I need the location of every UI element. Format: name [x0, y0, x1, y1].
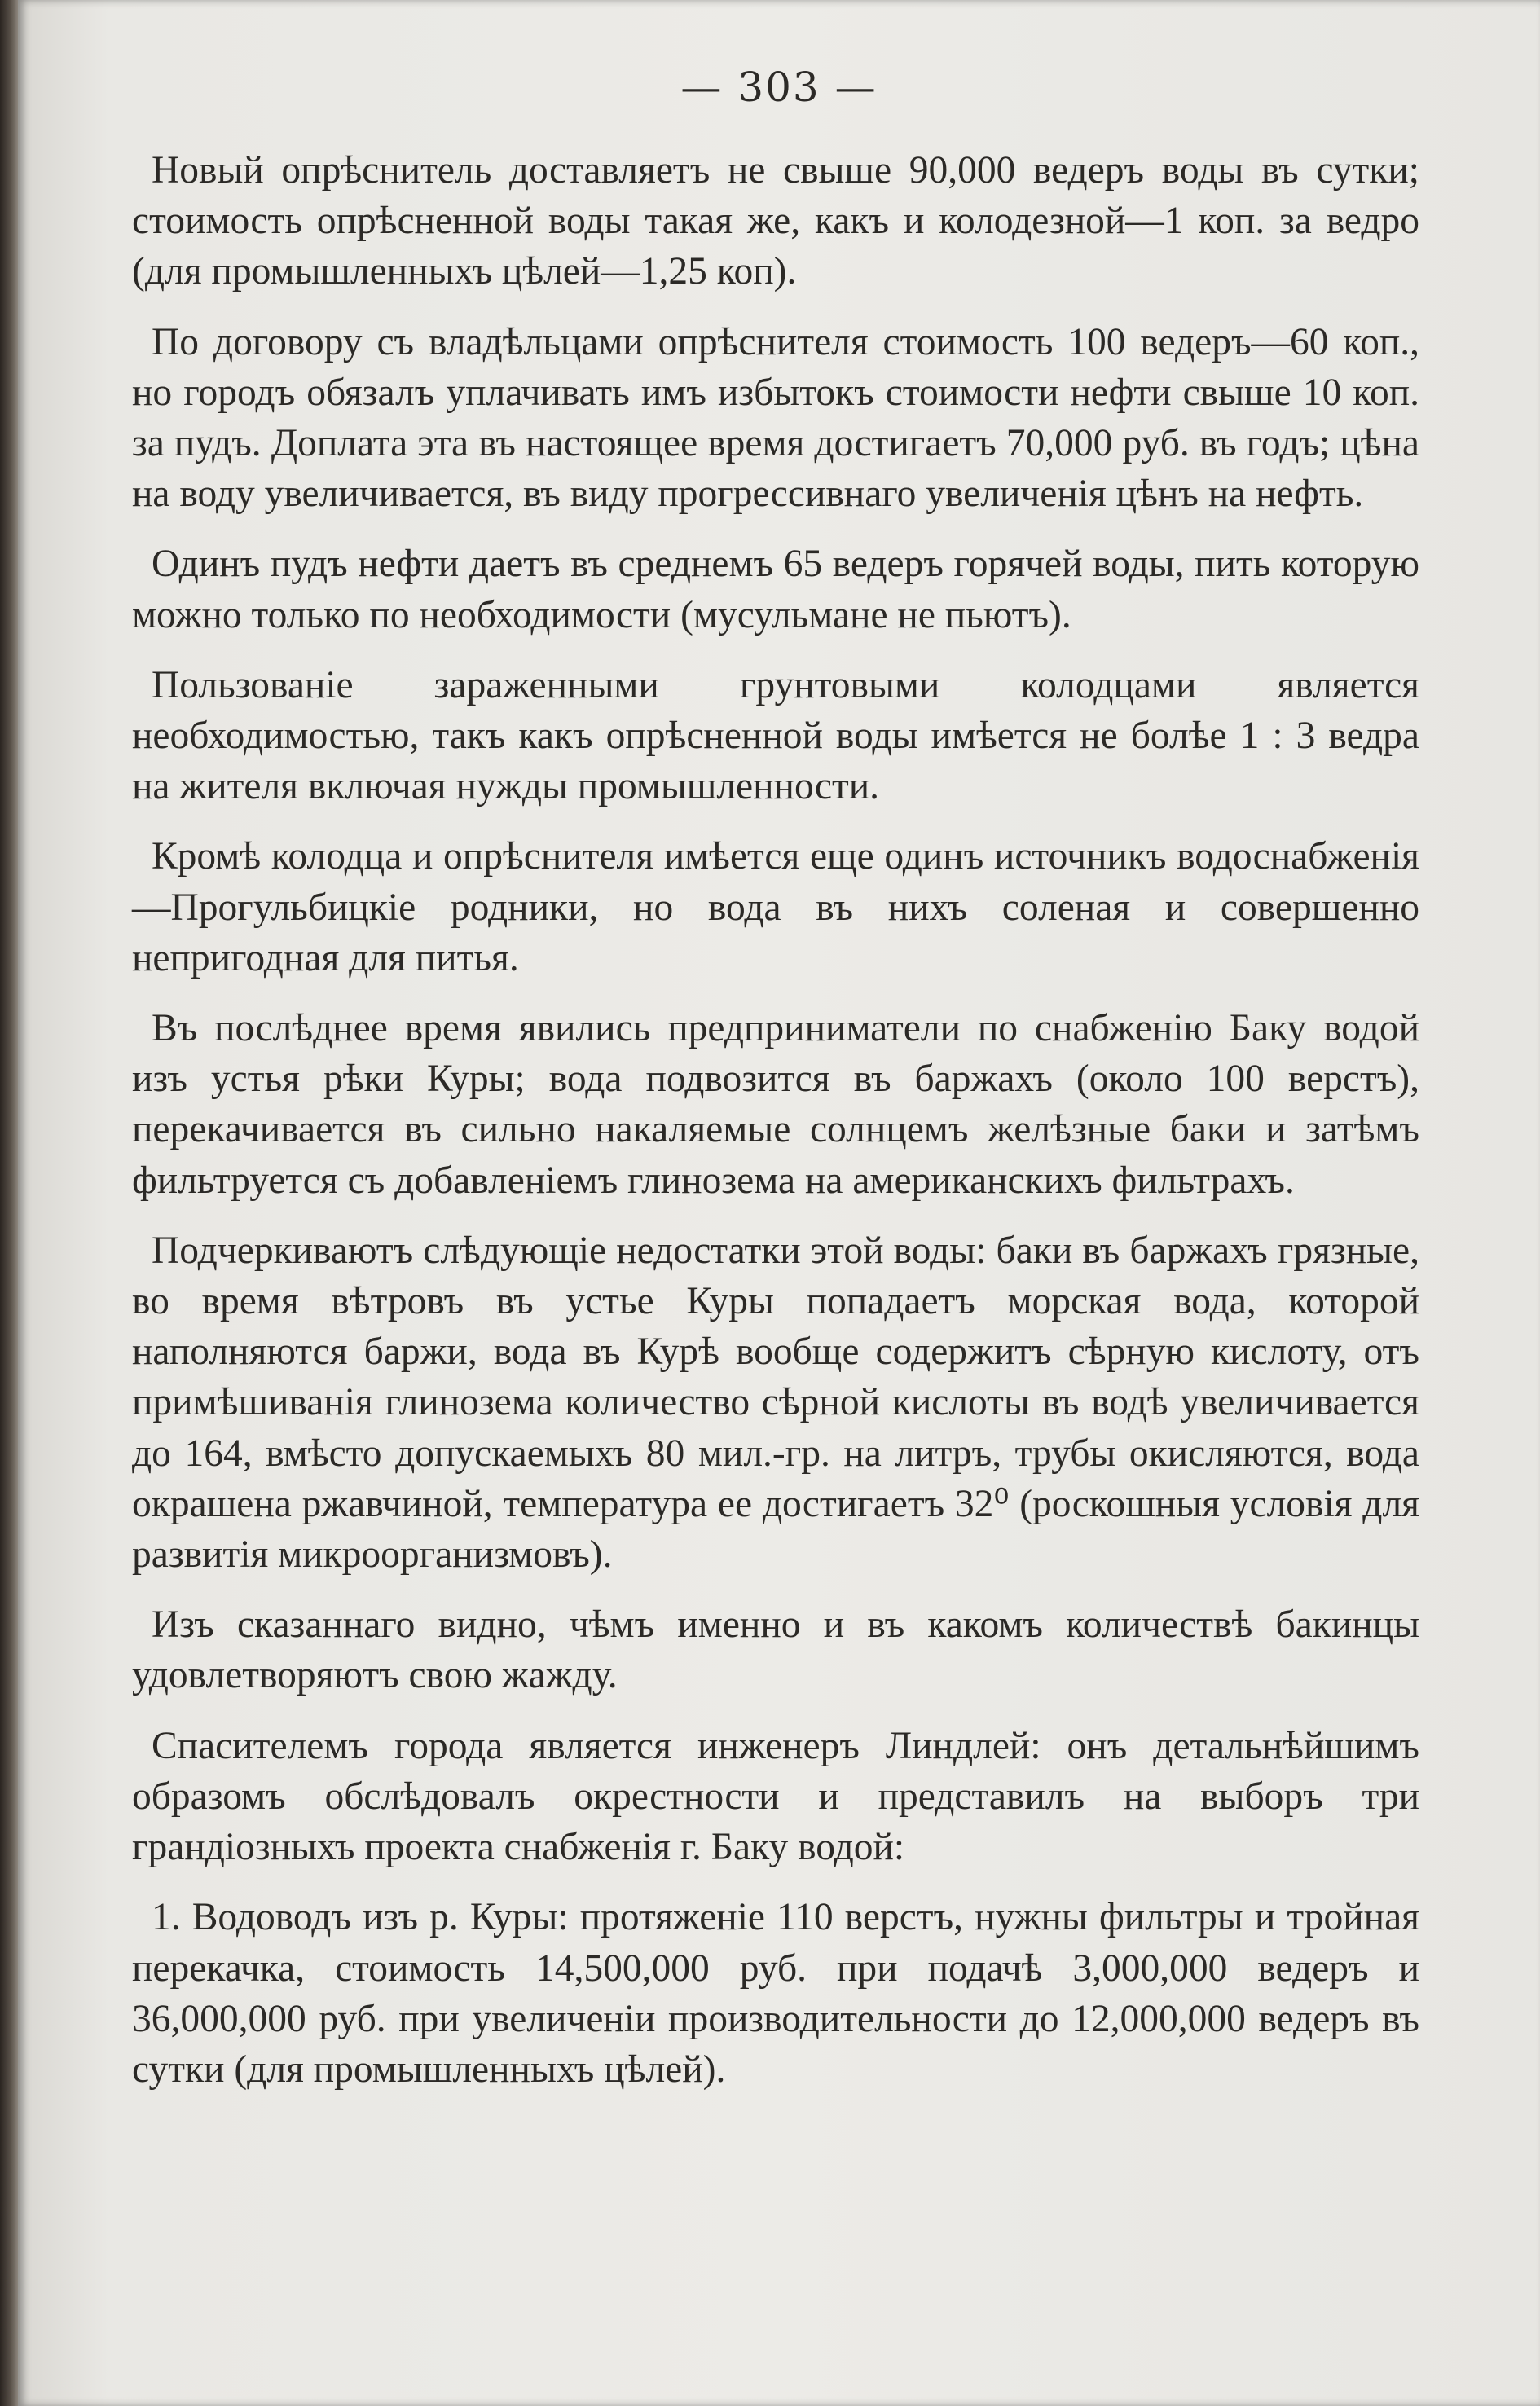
paragraph: Одинъ пудъ нефти даетъ въ среднемъ 65 ведеръ горячей воды, пить которую можно только по необходимости (мусульмане не пьютъ). [132, 543, 1419, 636]
page-number: — 303 — [680, 64, 878, 111]
paragraph: По договору съ владѣльцами опрѣснителя стоимость 100 ведеръ—60 коп., но городъ обязалъ уплачивать имъ избытокъ стоимости нефти свыше 10 коп. за пудъ. Доплата эта въ настоящее время достигаетъ 70,000 руб. въ годъ; цѣна на воду увеличивается, въ виду прогрессивнаго увеличенія цѣнъ на нефть. [132, 320, 1419, 516]
paragraph: Новый опрѣснитель доставляетъ не свыше 90,000 ведеръ воды въ сутки; стоимость опрѣсненной воды такая же, какъ и колодезной—1 коп. за ведро (для промышленныхъ цѣлей—1,25 коп). [132, 149, 1419, 293]
paragraph: Кромѣ колодца и опрѣснителя имѣется еще одинъ источникъ водоснабженія—Прогульбицкіе родники, но вода въ нихъ соленая и совершенно непригодная для питья. [132, 835, 1419, 979]
book-spine [0, 0, 18, 2406]
paragraph: Подчеркиваютъ слѣдующіе недостатки этой воды: баки въ баржахъ грязные, во время вѣтровъ въ устье Куры попадаетъ морская вода, которой наполняются баржи, вода въ Курѣ вообще содержитъ сѣрную кислоту, отъ примѣшиванія глинозема количество сѣрной кислоты въ водѣ увеличивается до 164, вмѣсто допускаемыхъ 80 мил.-гр. на литръ, трубы окисляются, вода окрашена ржавчиной, температура ее достигаетъ 32⁰ (роскошныя условія для развитія микроорганизмовъ). [132, 1229, 1419, 1577]
paragraph: Пользованіе зараженными грунтовыми колодцами является необходимостью, такъ какъ опрѣсненной воды имѣется не болѣе 1 : 3 ведра на жителя включая нужды промышленности. [132, 663, 1419, 808]
book-page [18, 0, 1540, 2406]
paragraph: 1. Водоводъ изъ р. Куры: протяженіе 110 верстъ, нужны фильтры и тройная перекачка, стоимость 14,500,000 руб. при подачѣ 3,000,000 ведеръ и 36,000,000 руб. при увеличеніи производительности до 12,000,000 ведеръ въ сутки (для промышленныхъ цѣлей). [132, 1896, 1419, 2091]
paragraph: Изъ сказаннаго видно, чѣмъ именно и въ какомъ количествѣ бакинцы удовлетворяютъ свою жажду. [132, 1603, 1419, 1697]
body-text [132, 145, 1419, 2114]
paragraph: Спасителемъ города является инженеръ Линдлей: онъ детальнѣйшимъ образомъ обслѣдовалъ окрестности и представилъ на выборъ три грандіозныхъ проекта снабженія г. Баку водой: [132, 1724, 1419, 1869]
paragraph: Въ послѣднее время явились предприниматели по снабженію Баку водой изъ устья рѣки Куры; вода подвозится въ баржахъ (около 100 верстъ), перекачивается въ сильно накаляемые солнцемъ желѣзные баки и затѣмъ фильтруется съ добавленіемъ глинозема на американскихъ фильтрахъ. [132, 1007, 1419, 1202]
